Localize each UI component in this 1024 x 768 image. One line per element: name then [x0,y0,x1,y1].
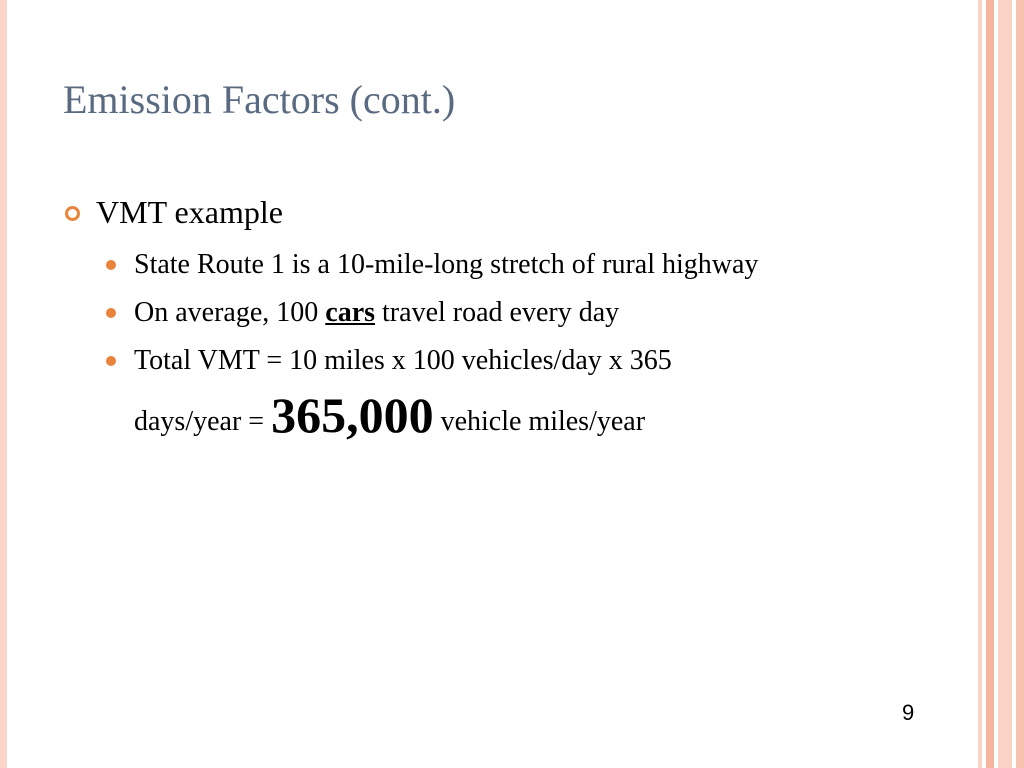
list-item [103,245,883,285]
right-border-stripe [986,0,994,768]
sub-bullet-list [103,245,883,453]
level1-text: VMT example [96,194,283,230]
bullet-text-prefix: On average, 100 [134,297,326,328]
bullet-line2-suffix: vehicle miles/year [433,406,646,437]
dot-bullet-icon [106,308,116,318]
bullet-line2-prefix: days/year = [134,406,272,437]
level1-bullet [62,192,942,232]
page-number: 9 [902,700,915,725]
list-item [103,293,883,333]
slide-title: Emission Factors (cont.) [63,77,456,122]
dot-bullet-icon [106,356,116,366]
ring-bullet-icon [65,206,80,221]
right-border-stripe [1016,0,1024,768]
right-border-stripe [978,0,982,768]
bullet-line1: Total VMT = 10 miles x 100 vehicles/day x 365 [134,345,672,376]
bullet-line2 [134,385,883,445]
bullet-text: State Route 1 is a 10-mile-long stretch of rural highway [134,249,759,280]
list-item [103,341,883,445]
bullet-text-suffix: travel road every day [375,297,620,328]
right-border-stripe [998,0,1012,768]
left-border-stripe [0,0,7,768]
vmt-total-highlight: 365,000 [271,387,434,443]
dot-bullet-icon [106,260,116,270]
cars-emphasis: cars [325,297,376,328]
